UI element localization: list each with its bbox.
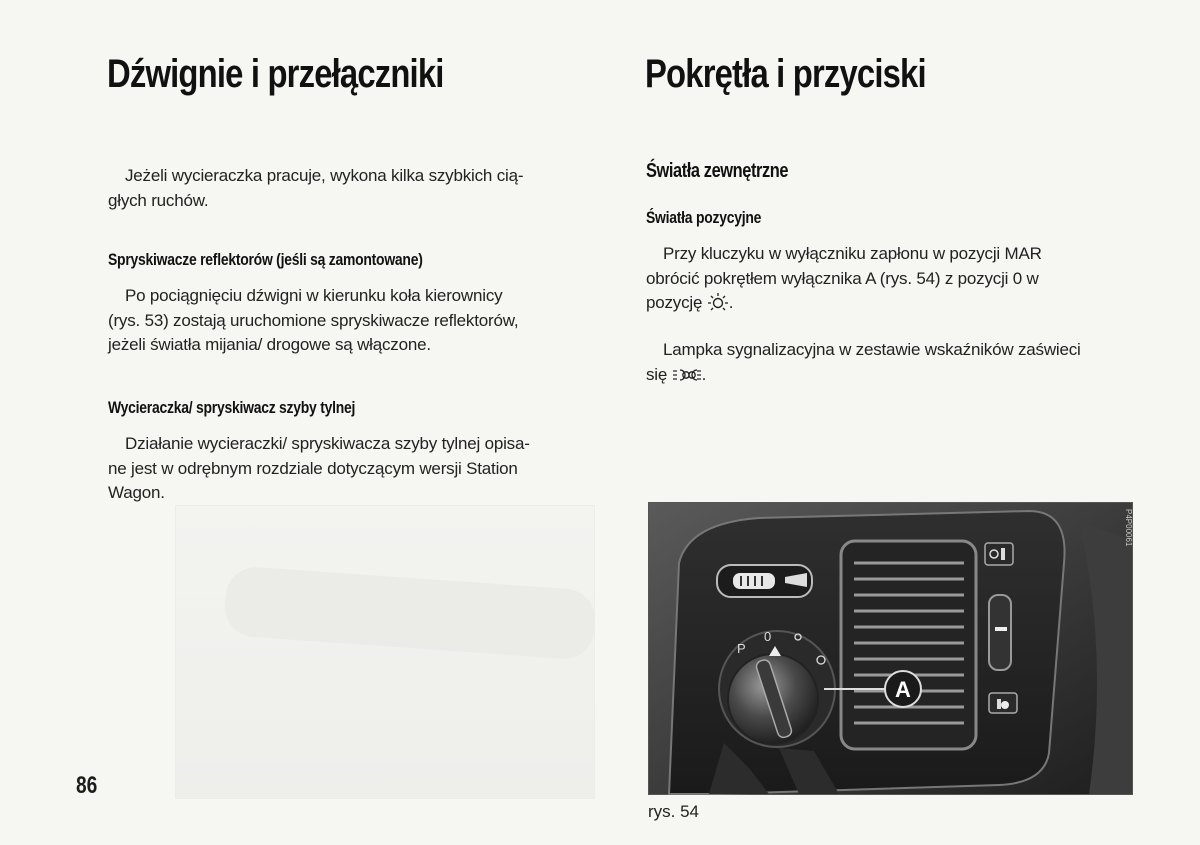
figure-caption: rys. 54: [648, 802, 700, 821]
headlamp-line-3: jeżeli światła mijania/ drogowe są włączone.: [108, 335, 431, 354]
page-number: 86: [76, 772, 98, 799]
headlamp-line-2: (rys. 53) zostają uruchomione spryskiwacze reflektorów,: [108, 310, 519, 330]
section-exterior-lights-title: Światła zewnętrzne: [646, 160, 789, 182]
left-page-title: Dźwignie i przełączniki: [107, 52, 444, 96]
right-page-title: Pokrętła i przyciski: [645, 52, 926, 96]
intro-paragraph: [108, 164, 590, 213]
section-position-lights-title: Światła pozycyjne: [646, 208, 762, 227]
position-line-3-end: .: [728, 293, 734, 312]
section-rear-wiper-title: Wycieraczka/ spryskiwacz szyby tylnej: [108, 398, 356, 417]
intro-line-1: Jeżeli wycieraczka pracuje, wykona kilka szybkich cią-: [125, 166, 524, 185]
rear-wiper-paragraph: [108, 432, 593, 506]
warning-line-2-end: .: [701, 364, 707, 384]
headlamp-washers-paragraph: [108, 284, 593, 358]
side-lights-indicator-icon: [672, 367, 702, 383]
intro-line-2: głych ruchów.: [108, 190, 209, 210]
warning-light-paragraph: [646, 338, 1126, 387]
rear-wiper-line-1: Działanie wycieraczki/ spryskiwacza szyby tylnej opisa-: [125, 434, 530, 453]
warning-line-1: Lampka sygnalizacyjna w zestawie wskaźników zaświeci: [663, 340, 1081, 359]
figure-code: P4P00061: [1124, 509, 1133, 547]
section-headlamp-washers-title: Spryskiwacze reflektorów (jeśli są zamontowane): [108, 250, 423, 269]
position-light-icon: [707, 292, 729, 312]
position-line-2: obrócić pokrętłem wyłącznika A (rys. 54) z pozycji 0 w: [646, 268, 1039, 288]
dial-label-0: 0: [764, 629, 772, 644]
position-line-3: [646, 291, 1126, 316]
position-line-3-text: pozycję: [646, 293, 703, 312]
vent-open-icon: [985, 543, 1013, 565]
label-A: A: [895, 677, 911, 702]
light-switch-photo: [648, 502, 1133, 795]
headlamp-line-1: Po pociągnięciu dźwigni w kierunku koła kierownicy: [125, 286, 503, 305]
warning-line-2-text: się: [646, 364, 668, 384]
position-line-1: Przy kluczyku w wyłączniku zapłonu w pozycji MAR: [663, 244, 1042, 263]
rear-wiper-line-3: Wagon.: [108, 483, 165, 502]
warning-line-2: [646, 363, 1126, 388]
rear-wiper-line-2: ne jest w odrębnym rozdziale dotyczącym wersji Station: [108, 458, 518, 478]
dial-label-p: P: [737, 641, 746, 656]
vent-thumbwheel: [989, 595, 1011, 670]
position-lights-paragraph: [646, 242, 1126, 316]
air-vent: [841, 541, 976, 749]
